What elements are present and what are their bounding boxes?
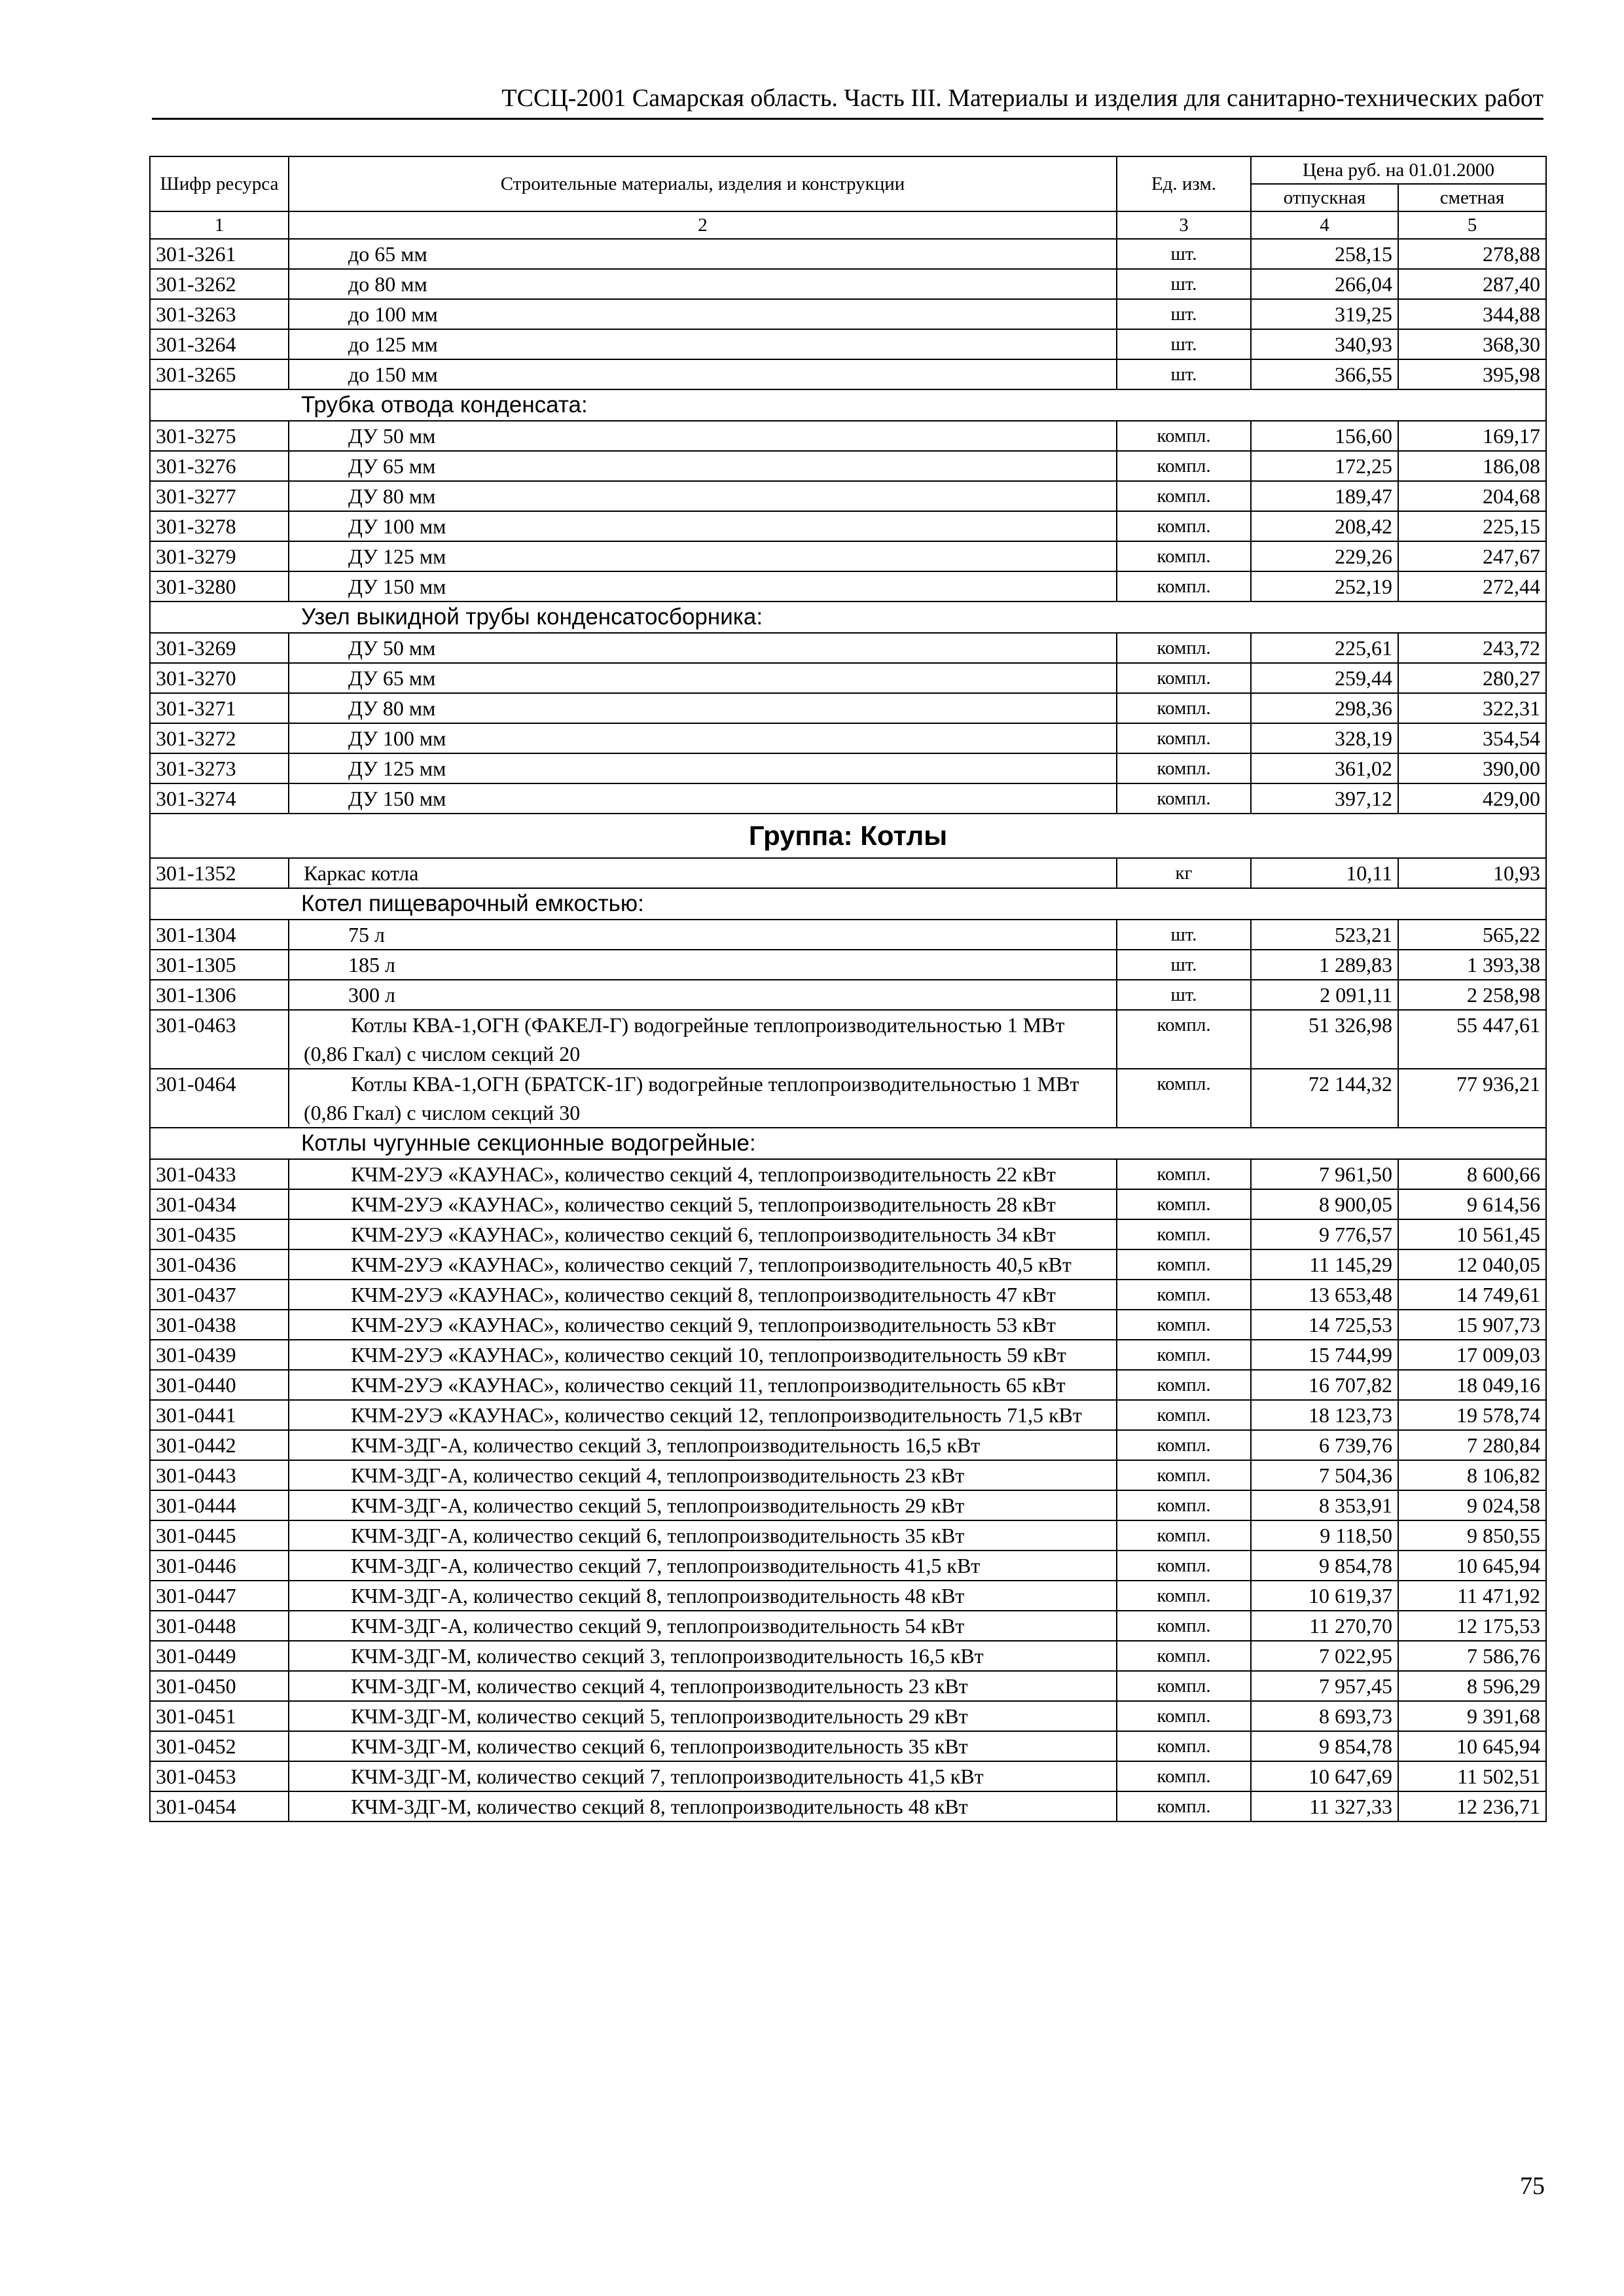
release-price: 10,11 [1251,858,1398,888]
table-row [150,1490,1546,1520]
unit-of-measure: компл. [1117,783,1251,814]
unit-of-measure: компл. [1117,1520,1251,1551]
table-row [150,1641,1546,1671]
material-name: до 125 мм [289,329,1117,359]
material-name: КЧМ-3ДГ-А, количество секций 4, теплопроизводительность 23 кВт [289,1460,1117,1490]
release-price: 172,25 [1251,451,1398,481]
release-price: 16 707,82 [1251,1370,1398,1400]
resource-code: 301-0446 [150,1551,289,1581]
release-price: 11 270,70 [1251,1611,1398,1641]
material-name: ДУ 65 мм [289,663,1117,693]
unit-of-measure: компл. [1117,481,1251,511]
estimate-price: 10 645,94 [1398,1731,1546,1761]
column-number: 4 [1251,211,1398,239]
document-title: ТССЦ-2001 Самарская область. Часть III. Материалы и изделия для санитарно-технических работ [501,84,1543,112]
release-price: 9 776,57 [1251,1219,1398,1249]
resource-code: 301-0450 [150,1671,289,1701]
material-name: КЧМ-3ДГ-А, количество секций 5, теплопроизводительность 29 кВт [289,1490,1117,1520]
unit-of-measure: компл. [1117,1551,1251,1581]
resource-code: 301-3275 [150,421,289,451]
release-price: 259,44 [1251,663,1398,693]
table-row [150,1430,1546,1460]
release-price: 361,02 [1251,753,1398,783]
header-code: Шифр ресурса [150,156,289,211]
release-price: 258,15 [1251,239,1398,269]
table-row [150,299,1546,329]
estimate-price: 280,27 [1398,663,1546,693]
group-heading: Группа: Котлы [150,814,1546,858]
estimate-price: 15 907,73 [1398,1310,1546,1340]
table-row [150,1069,1546,1128]
material-name: КЧМ-3ДГ-М, количество секций 8, теплопроизводительность 48 кВт [289,1791,1117,1821]
estimate-price: 9 391,68 [1398,1701,1546,1731]
unit-of-measure: компл. [1117,1791,1251,1821]
material-name: КЧМ-3ДГ-А, количество секций 8, теплопроизводительность 48 кВт [289,1581,1117,1611]
table-row [150,980,1546,1010]
material-name: КЧМ-2УЭ «КАУНАС», количество секций 9, теплопроизводительность 53 кВт [289,1310,1117,1340]
estimate-price: 11 471,92 [1398,1581,1546,1611]
material-name: КЧМ-2УЭ «КАУНАС», количество секций 8, теплопроизводительность 47 кВт [289,1280,1117,1310]
column-number: 5 [1398,211,1546,239]
unit-of-measure: компл. [1117,1761,1251,1791]
table-row [150,1219,1546,1249]
estimate-price: 186,08 [1398,451,1546,481]
estimate-price: 7 280,84 [1398,1430,1546,1460]
resource-code: 301-0445 [150,1520,289,1551]
unit-of-measure: компл. [1117,1731,1251,1761]
table-row [150,1189,1546,1219]
resource-code: 301-1306 [150,980,289,1010]
release-price: 229,26 [1251,541,1398,571]
resource-code: 301-0452 [150,1731,289,1761]
material-name: КЧМ-3ДГ-А, количество секций 7, теплопроизводительность 41,5 кВт [289,1551,1117,1581]
estimate-price: 247,67 [1398,541,1546,571]
table-row [150,1460,1546,1490]
estimate-price: 368,30 [1398,329,1546,359]
table-row [150,1761,1546,1791]
release-price: 51 326,98 [1251,1010,1398,1069]
resource-code: 301-3274 [150,783,289,814]
unit-of-measure: компл. [1117,1641,1251,1671]
unit-of-measure: шт. [1117,269,1251,299]
table-row [150,1280,1546,1310]
unit-of-measure: компл. [1117,1010,1251,1069]
material-name: КЧМ-2УЭ «КАУНАС», количество секций 4, теплопроизводительность 22 кВт [289,1159,1117,1189]
resource-code: 301-0440 [150,1370,289,1400]
table-row [150,1701,1546,1731]
resource-code: 301-3273 [150,753,289,783]
resource-code: 301-0434 [150,1189,289,1219]
unit-of-measure: шт. [1117,359,1251,389]
material-name: ДУ 65 мм [289,451,1117,481]
table-row [150,663,1546,693]
estimate-price: 18 049,16 [1398,1370,1546,1400]
table-row [150,1791,1546,1821]
release-price: 1 289,83 [1251,950,1398,980]
material-name: ДУ 100 мм [289,723,1117,753]
material-name: КЧМ-2УЭ «КАУНАС», количество секций 11, теплопроизводительность 65 кВт [289,1370,1117,1400]
unit-of-measure: компл. [1117,511,1251,541]
resource-code: 301-3270 [150,663,289,693]
material-name: ДУ 150 мм [289,783,1117,814]
resource-code: 301-3271 [150,693,289,723]
material-name: до 100 мм [289,299,1117,329]
group-heading-row [150,814,1546,858]
estimate-price: 287,40 [1398,269,1546,299]
estimate-price: 55 447,61 [1398,1010,1546,1069]
column-number: 2 [289,211,1117,239]
estimate-price: 390,00 [1398,753,1546,783]
resource-code: 301-0436 [150,1249,289,1280]
unit-of-measure: компл. [1117,1370,1251,1400]
table-row [150,920,1546,950]
resource-code: 301-0442 [150,1430,289,1460]
release-price: 11 145,29 [1251,1249,1398,1280]
table-row [150,753,1546,783]
material-name: Котлы КВА-1,ОГН (БРАТСК-1Г) водогрейные теплопроизводительностью 1 МВт (0,86 Гкал) с числом секций 30 [289,1069,1117,1128]
unit-of-measure: компл. [1117,1430,1251,1460]
release-price: 328,19 [1251,723,1398,753]
table-row [150,1159,1546,1189]
estimate-price: 10 645,94 [1398,1551,1546,1581]
release-price: 8 693,73 [1251,1701,1398,1731]
price-table-container [149,156,1545,1822]
unit-of-measure: компл. [1117,693,1251,723]
estimate-price: 272,44 [1398,571,1546,601]
table-row [150,269,1546,299]
release-price: 10 647,69 [1251,1761,1398,1791]
table-row [150,571,1546,601]
material-name: до 80 мм [289,269,1117,299]
release-price: 266,04 [1251,269,1398,299]
table-row [150,329,1546,359]
table-body [150,239,1546,1821]
table-row [150,1581,1546,1611]
release-price: 156,60 [1251,421,1398,451]
subheading: Узел выкидной трубы конденсатосборника: [150,601,1546,633]
release-price: 208,42 [1251,511,1398,541]
estimate-price: 9 024,58 [1398,1490,1546,1520]
estimate-price: 278,88 [1398,239,1546,269]
estimate-price: 77 936,21 [1398,1069,1546,1128]
running-header [152,84,1543,120]
estimate-price: 322,31 [1398,693,1546,723]
estimate-price: 14 749,61 [1398,1280,1546,1310]
material-name: 300 л [289,980,1117,1010]
resource-code: 301-1305 [150,950,289,980]
unit-of-measure: шт. [1117,980,1251,1010]
table-row [150,723,1546,753]
material-name: КЧМ-3ДГ-М, количество секций 3, теплопроизводительность 16,5 кВт [289,1641,1117,1671]
material-name: ДУ 100 мм [289,511,1117,541]
table-row [150,1671,1546,1701]
table-row [150,1340,1546,1370]
table-row [150,481,1546,511]
release-price: 9 854,78 [1251,1731,1398,1761]
header-price: Цена руб. на 01.01.2000 [1251,156,1546,184]
unit-of-measure: компл. [1117,421,1251,451]
page-number: 75 [1520,2172,1545,2200]
unit-of-measure: компл. [1117,541,1251,571]
unit-of-measure: компл. [1117,1280,1251,1310]
release-price: 366,55 [1251,359,1398,389]
material-name: ДУ 125 мм [289,753,1117,783]
release-price: 11 327,33 [1251,1791,1398,1821]
release-price: 397,12 [1251,783,1398,814]
subheading-row [150,888,1546,920]
header-name: Строительные материалы, изделия и конструкции [289,156,1117,211]
release-price: 7 022,95 [1251,1641,1398,1671]
unit-of-measure: кг [1117,858,1251,888]
material-name: до 150 мм [289,359,1117,389]
table-row [150,693,1546,723]
unit-of-measure: компл. [1117,1069,1251,1128]
material-name: 75 л [289,920,1117,950]
table-row [150,239,1546,269]
subheading: Котел пищеварочный емкостью: [150,888,1546,920]
resource-code: 301-0451 [150,1701,289,1731]
table-row [150,1731,1546,1761]
material-name: ДУ 80 мм [289,481,1117,511]
resource-code: 301-3278 [150,511,289,541]
unit-of-measure: компл. [1117,633,1251,663]
price-table [149,156,1547,1822]
release-price: 18 123,73 [1251,1400,1398,1430]
estimate-price: 354,54 [1398,723,1546,753]
resource-code: 301-0437 [150,1280,289,1310]
material-name: КЧМ-2УЭ «КАУНАС», количество секций 5, теплопроизводительность 28 кВт [289,1189,1117,1219]
release-price: 523,21 [1251,920,1398,950]
resource-code: 301-1352 [150,858,289,888]
unit-of-measure: компл. [1117,1189,1251,1219]
material-name: до 65 мм [289,239,1117,269]
resource-code: 301-0433 [150,1159,289,1189]
header-release-price: отпускная [1251,184,1398,211]
material-name: КЧМ-3ДГ-А, количество секций 3, теплопроизводительность 16,5 кВт [289,1430,1117,1460]
column-number: 1 [150,211,289,239]
estimate-price: 12 040,05 [1398,1249,1546,1280]
release-price: 7 957,45 [1251,1671,1398,1701]
resource-code: 301-3276 [150,451,289,481]
resource-code: 301-3263 [150,299,289,329]
release-price: 252,19 [1251,571,1398,601]
table-row [150,1010,1546,1069]
release-price: 13 653,48 [1251,1280,1398,1310]
release-price: 7 504,36 [1251,1460,1398,1490]
unit-of-measure: компл. [1117,1671,1251,1701]
release-price: 189,47 [1251,481,1398,511]
material-name: ДУ 80 мм [289,693,1117,723]
resource-code: 301-3279 [150,541,289,571]
unit-of-measure: шт. [1117,920,1251,950]
estimate-price: 9 614,56 [1398,1189,1546,1219]
estimate-price: 11 502,51 [1398,1761,1546,1791]
material-name: КЧМ-3ДГ-А, количество секций 6, теплопроизводительность 35 кВт [289,1520,1117,1551]
unit-of-measure: компл. [1117,753,1251,783]
estimate-price: 19 578,74 [1398,1400,1546,1430]
release-price: 225,61 [1251,633,1398,663]
release-price: 14 725,53 [1251,1310,1398,1340]
material-name: КЧМ-2УЭ «КАУНАС», количество секций 12, теплопроизводительность 71,5 кВт [289,1400,1117,1430]
column-number-row [150,211,1546,239]
material-name: КЧМ-2УЭ «КАУНАС», количество секций 6, теплопроизводительность 34 кВт [289,1219,1117,1249]
unit-of-measure: компл. [1117,1611,1251,1641]
subheading-row [150,389,1546,421]
unit-of-measure: шт. [1117,329,1251,359]
table-row [150,1370,1546,1400]
material-name: ДУ 50 мм [289,421,1117,451]
estimate-price: 12 236,71 [1398,1791,1546,1821]
table-row [150,541,1546,571]
subheading: Трубка отвода конденсата: [150,389,1546,421]
estimate-price: 10,93 [1398,858,1546,888]
unit-of-measure: компл. [1117,1310,1251,1340]
resource-code: 301-0439 [150,1340,289,1370]
material-name: Каркас котла [289,858,1117,888]
material-name: ДУ 50 мм [289,633,1117,663]
table-row [150,1551,1546,1581]
resource-code: 301-0464 [150,1069,289,1128]
material-name: КЧМ-2УЭ «КАУНАС», количество секций 7, теплопроизводительность 40,5 кВт [289,1249,1117,1280]
release-price: 10 619,37 [1251,1581,1398,1611]
material-name: КЧМ-3ДГ-М, количество секций 4, теплопроизводительность 23 кВт [289,1671,1117,1701]
estimate-price: 2 258,98 [1398,980,1546,1010]
material-name: ДУ 150 мм [289,571,1117,601]
release-price: 319,25 [1251,299,1398,329]
estimate-price: 204,68 [1398,481,1546,511]
estimate-price: 7 586,76 [1398,1641,1546,1671]
subheading-row [150,1128,1546,1159]
table-row [150,1249,1546,1280]
resource-code: 301-0443 [150,1460,289,1490]
resource-code: 301-0448 [150,1611,289,1641]
release-price: 8 900,05 [1251,1189,1398,1219]
material-name: Котлы КВА-1,ОГН (ФАКЕЛ-Г) водогрейные теплопроизводительностью 1 МВт (0,86 Гкал) с числом секций 20 [289,1010,1117,1069]
material-name: ДУ 125 мм [289,541,1117,571]
resource-code: 301-3262 [150,269,289,299]
estimate-price: 8 596,29 [1398,1671,1546,1701]
unit-of-measure: компл. [1117,1581,1251,1611]
unit-of-measure: компл. [1117,1219,1251,1249]
unit-of-measure: шт. [1117,299,1251,329]
release-price: 2 091,11 [1251,980,1398,1010]
resource-code: 301-1304 [150,920,289,950]
unit-of-measure: компл. [1117,1249,1251,1280]
estimate-price: 395,98 [1398,359,1546,389]
material-name: КЧМ-2УЭ «КАУНАС», количество секций 10, теплопроизводительность 59 кВт [289,1340,1117,1370]
release-price: 7 961,50 [1251,1159,1398,1189]
table-row [150,421,1546,451]
material-name: КЧМ-3ДГ-М, количество секций 7, теплопроизводительность 41,5 кВт [289,1761,1117,1791]
resource-code: 301-3277 [150,481,289,511]
unit-of-measure: шт. [1117,239,1251,269]
resource-code: 301-3264 [150,329,289,359]
resource-code: 301-0444 [150,1490,289,1520]
resource-code: 301-0449 [150,1641,289,1671]
release-price: 298,36 [1251,693,1398,723]
resource-code: 301-0441 [150,1400,289,1430]
unit-of-measure: компл. [1117,1400,1251,1430]
unit-of-measure: компл. [1117,723,1251,753]
estimate-price: 1 393,38 [1398,950,1546,980]
resource-code: 301-0438 [150,1310,289,1340]
table-row [150,1611,1546,1641]
estimate-price: 243,72 [1398,633,1546,663]
release-price: 340,93 [1251,329,1398,359]
table-header-row [150,156,1546,184]
estimate-price: 17 009,03 [1398,1340,1546,1370]
unit-of-measure: компл. [1117,451,1251,481]
resource-code: 301-0447 [150,1581,289,1611]
column-number: 3 [1117,211,1251,239]
unit-of-measure: компл. [1117,663,1251,693]
unit-of-measure: компл. [1117,1490,1251,1520]
header-unit: Ед. изм. [1117,156,1251,211]
table-row [150,1310,1546,1340]
resource-code: 301-3261 [150,239,289,269]
estimate-price: 169,17 [1398,421,1546,451]
estimate-price: 225,15 [1398,511,1546,541]
estimate-price: 9 850,55 [1398,1520,1546,1551]
resource-code: 301-3269 [150,633,289,663]
unit-of-measure: компл. [1117,1340,1251,1370]
table-row [150,783,1546,814]
release-price: 9 854,78 [1251,1551,1398,1581]
subheading-row [150,601,1546,633]
resource-code: 301-0453 [150,1761,289,1791]
estimate-price: 10 561,45 [1398,1219,1546,1249]
resource-code: 301-3265 [150,359,289,389]
release-price: 72 144,32 [1251,1069,1398,1128]
resource-code: 301-0435 [150,1219,289,1249]
unit-of-measure: компл. [1117,1701,1251,1731]
table-row [150,511,1546,541]
table-row [150,1520,1546,1551]
estimate-price: 8 106,82 [1398,1460,1546,1490]
resource-code: 301-0463 [150,1010,289,1069]
material-name: КЧМ-3ДГ-М, количество секций 5, теплопроизводительность 29 кВт [289,1701,1117,1731]
estimate-price: 565,22 [1398,920,1546,950]
estimate-price: 344,88 [1398,299,1546,329]
estimate-price: 12 175,53 [1398,1611,1546,1641]
estimate-price: 429,00 [1398,783,1546,814]
release-price: 9 118,50 [1251,1520,1398,1551]
release-price: 6 739,76 [1251,1430,1398,1460]
resource-code: 301-3272 [150,723,289,753]
table-row [150,359,1546,389]
table-row [150,950,1546,980]
material-name: 185 л [289,950,1117,980]
resource-code: 301-0454 [150,1791,289,1821]
table-row [150,451,1546,481]
table-row [150,633,1546,663]
unit-of-measure: компл. [1117,571,1251,601]
table-row [150,858,1546,888]
unit-of-measure: компл. [1117,1460,1251,1490]
material-name: КЧМ-3ДГ-М, количество секций 6, теплопроизводительность 35 кВт [289,1731,1117,1761]
unit-of-measure: компл. [1117,1159,1251,1189]
header-estimate-price: сметная [1398,184,1546,211]
subheading: Котлы чугунные секционные водогрейные: [150,1128,1546,1159]
unit-of-measure: шт. [1117,950,1251,980]
material-name: КЧМ-3ДГ-А, количество секций 9, теплопроизводительность 54 кВт [289,1611,1117,1641]
estimate-price: 8 600,66 [1398,1159,1546,1189]
release-price: 8 353,91 [1251,1490,1398,1520]
release-price: 15 744,99 [1251,1340,1398,1370]
table-row [150,1400,1546,1430]
resource-code: 301-3280 [150,571,289,601]
